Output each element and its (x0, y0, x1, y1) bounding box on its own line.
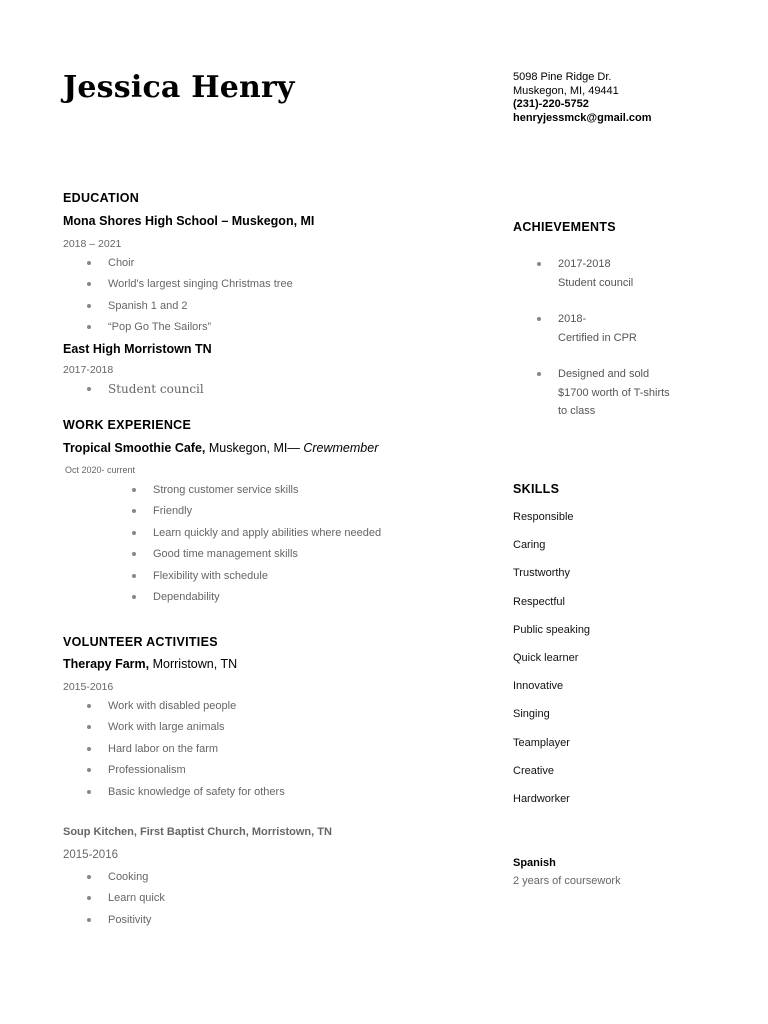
language-name: Spanish (513, 857, 556, 869)
skill-item: Singing (513, 708, 550, 721)
volunteer-org-2-dates: 2015-2016 (63, 849, 118, 861)
list-item: Choir (108, 256, 293, 277)
skill-item: Responsible (513, 511, 574, 523)
school-1-activities (108, 256, 293, 342)
skill-item: Creative (513, 764, 554, 777)
skill-item: Public speaking (513, 623, 591, 636)
skill-item: Teamplayer (513, 736, 570, 749)
school-2-name: East High Morristown TN (63, 342, 212, 356)
list-item: “Pop Go The Sailors” (108, 320, 293, 341)
list-item: Spanish 1 and 2 (108, 299, 293, 320)
list-item: Friendly (153, 504, 381, 525)
achievement-line: $1700 worth of T-shirts (558, 386, 670, 399)
list-item: Professionalism (108, 763, 285, 784)
list-item: Flexibility with schedule (153, 569, 381, 590)
achievement-line: to class (558, 405, 596, 417)
skill-item: Trustworthy (513, 567, 571, 580)
school-1-name: Mona Shores High School – Muskegon, MI (63, 214, 315, 228)
list-item: Basic knowledge of safety for others (108, 785, 285, 806)
achievement-line: Certified in CPR (558, 331, 637, 344)
list-item: Learn quickly and apply abilities where needed (153, 526, 381, 547)
achievement-item (558, 365, 670, 421)
address-line-1: 5098 Pine Ridge Dr. (513, 71, 612, 83)
list-item: Learn quick (108, 891, 165, 912)
list-item: Work with large animals (108, 720, 285, 741)
work-heading: WORK EXPERIENCE (63, 418, 192, 432)
achievement-line: 2018- (558, 313, 587, 325)
education-heading: EDUCATION (63, 191, 140, 205)
list-item: Dependability (153, 590, 381, 611)
skill-item: Quick learner (513, 651, 579, 664)
volunteer-heading: VOLUNTEER ACTIVITIES (63, 635, 218, 649)
list-item: World's largest singing Christmas tree (108, 277, 293, 298)
employer-line (63, 441, 378, 455)
resume-name: Jessica Henry (63, 70, 295, 105)
skills-heading: SKILLS (513, 482, 560, 496)
achievement-item (558, 255, 670, 310)
volunteer-org-2-items (108, 870, 165, 934)
list-item: Work with disabled people (108, 699, 285, 720)
skill-item: Hardworker (513, 792, 570, 805)
school-2-activities (108, 382, 204, 403)
work-dates: Oct 2020- current (65, 465, 136, 475)
list-item: Strong customer service skills (153, 483, 381, 504)
achievement-line: 2017-2018 (558, 258, 611, 270)
achievements-list (558, 255, 670, 421)
achievement-line: Designed and sold (558, 368, 650, 380)
skills-list (513, 511, 590, 821)
address-line-2: Muskegon, MI, 49441 (513, 84, 619, 97)
skill-item: Innovative (513, 680, 564, 693)
employer-location: Muskegon, MI— (205, 441, 304, 455)
volunteer-org-1-items (108, 699, 285, 806)
list-item: Student council (108, 382, 204, 403)
list-item: Positivity (108, 913, 165, 934)
school-2-dates: 2017-2018 (63, 364, 114, 376)
volunteer-org-2-name: Soup Kitchen, First Baptist Church, Morristown, TN (63, 826, 332, 838)
school-1-dates: 2018 – 2021 (63, 238, 122, 250)
list-item: Cooking (108, 870, 165, 891)
skill-item: Respectful (513, 595, 565, 608)
volunteer-org-1-name: Therapy Farm, (63, 657, 150, 671)
employer-name: Tropical Smoothie Cafe, (63, 441, 206, 455)
language-detail: 2 years of coursework (513, 875, 621, 887)
volunteer-org-1 (63, 657, 237, 671)
list-item: Good time management skills (153, 547, 381, 568)
contact-block (513, 71, 652, 125)
achievement-line: Student council (558, 276, 634, 289)
skill-item: Caring (513, 539, 546, 552)
email-address: henryjessmck@gmail.com (513, 111, 652, 124)
work-skills (153, 483, 381, 611)
achievement-item (558, 310, 670, 365)
volunteer-org-1-dates: 2015-2016 (63, 681, 114, 693)
achievements-heading: ACHIEVEMENTS (513, 220, 616, 234)
volunteer-org-1-location: Morristown, TN (149, 657, 238, 671)
phone-number: (231)-220-5752 (513, 98, 589, 110)
job-role: Crewmember (303, 441, 379, 455)
list-item: Hard labor on the farm (108, 742, 285, 763)
